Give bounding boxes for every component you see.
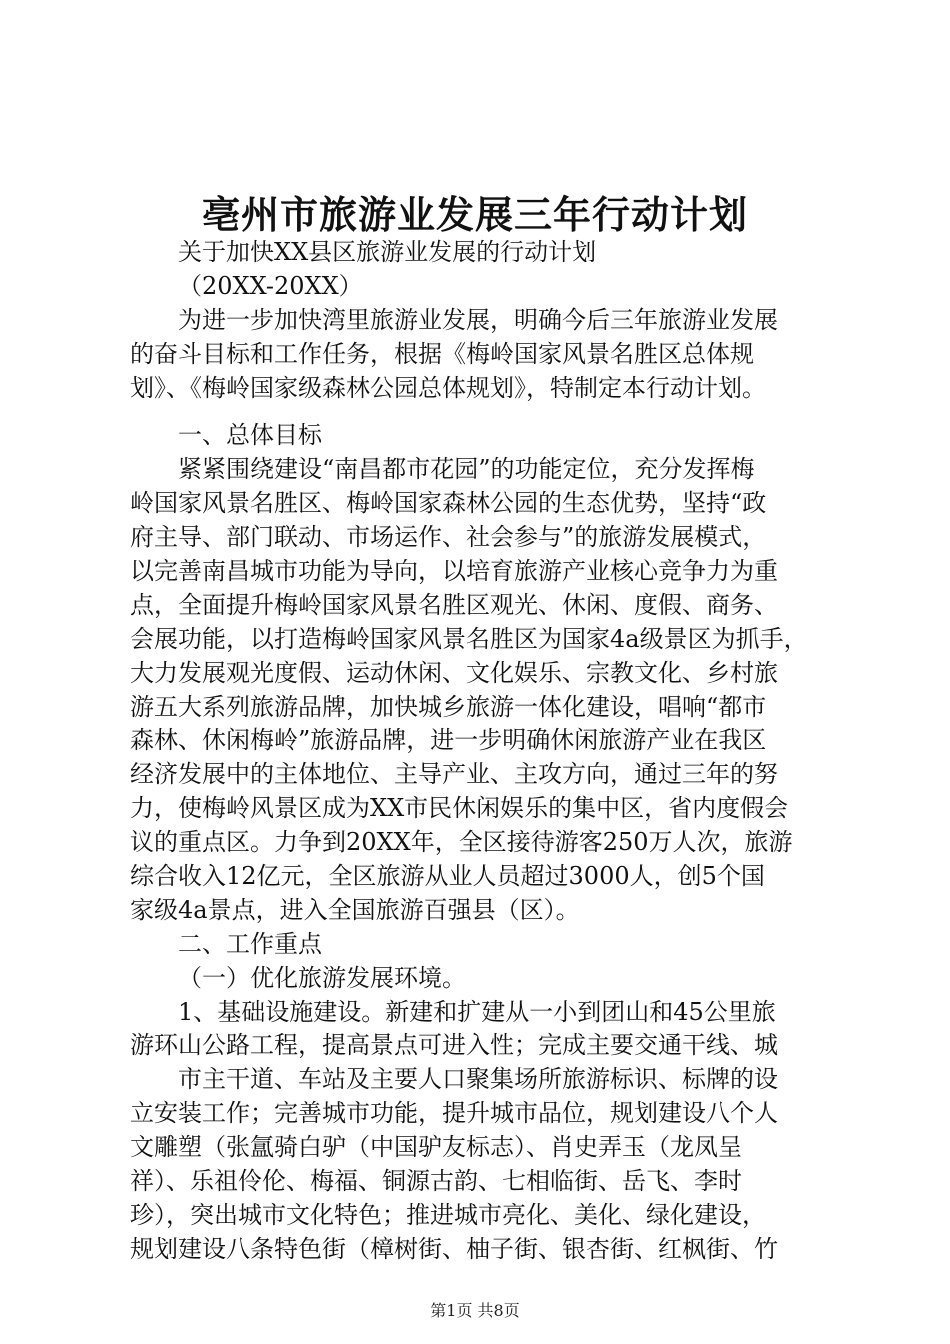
subsection1-heading: （一）优化旅游发展环境。 [178,963,466,992]
item1-line: 游环山公路工程，提高景点可进入性；完成主要交通干线、城 [130,1031,778,1060]
item1-cont-line: 规划建设八条特色街（樟树街、柚子街、银杏街、红枫街、竹 [130,1234,778,1263]
item1-line: 1、基础设施建设。新建和扩建从一小到团山和45公里旅 [178,997,776,1026]
section1-heading: 一、总体目标 [178,421,322,450]
item1-cont-line: 珍），突出城市文化特色；推进城市亮化、美化、绿化建设， [130,1200,766,1229]
item1-cont-line: 立安装工作；完善城市功能，提升城市品位，规划建设八个人 [130,1099,778,1128]
section1-line: 府主导、部门联动、市场运作、社会参与”的旅游发展模式， [130,523,767,552]
section1-line: 力，使梅岭风景区成为XX市民休闲娱乐的集中区，省内度假会 [130,794,789,823]
intro-line: 的奋斗目标和工作任务，根据《梅岭国家风景名胜区总体规 [130,339,754,368]
item1-cont-line: 市主干道、车站及主要人口聚集场所旅游标识、标牌的设 [178,1065,778,1094]
section1-line: 游五大系列旅游品牌，加快城乡旅游一体化建设，唱响“都市 [130,692,767,721]
section1-line: 森林、休闲梅岭”旅游品牌，进一步明确休闲旅游产业在我区 [130,726,767,755]
section1-line: 以完善南昌城市功能为导向，以培育旅游产业核心竞争力为重 [130,557,778,586]
section1-line: 家级4a景点，进入全国旅游百强县（区）。 [130,895,580,924]
section1-line: 会展功能，以打造梅岭国家风景名胜区为国家4a级景区为抓手， [130,624,808,653]
section1-line: 经济发展中的主体地位、主导产业、主攻方向，通过三年的努 [130,760,778,789]
intro-line: 划》、《梅岭国家级森林公园总体规划》，特制定本行动计划。 [130,373,766,402]
section2-heading: 二、工作重点 [178,929,322,958]
page-footer: 第1页 共8页 [430,1301,520,1320]
item1-cont-line: 祥）、乐祖伶伦、梅福、铜源古韵、七相临街、岳飞、李时 [130,1167,742,1196]
section1-line: 岭国家风景名胜区、梅岭国家森林公园的生态优势，坚持“政 [130,489,767,518]
item1-cont-line: 文雕塑（张氲骑白驴（中国驴友标志）、肖史弄玉（龙凤呈 [130,1133,742,1162]
subtitle: 关于加快XX县区旅游业发展的行动计划 [178,238,597,266]
document-body [130,236,835,1267]
section1-line: 紧紧围绕建设“南昌都市花园”的功能定位，充分发挥梅 [178,455,755,484]
section1-line: 综合收入12亿元，全区旅游从业人员超过3000人，创5个国 [130,862,765,891]
paragraph-gap [130,405,835,419]
document-title: 亳州市旅游业发展三年行动计划 [201,192,748,237]
section1-line: 点，全面提升梅岭国家风景名胜区观光、休闲、度假、商务、 [130,590,778,619]
section1-line: 大力发展观光度假、运动休闲、文化娱乐、宗教文化、乡村旅 [130,658,778,687]
intro-line: 为进一步加快湾里旅游业发展，明确今后三年旅游业发展 [178,305,778,334]
section1-line: 议的重点区。力争到20XX年，全区接待游客250万人次，旅游 [130,828,793,857]
period: （20XX-20XX） [178,271,363,300]
